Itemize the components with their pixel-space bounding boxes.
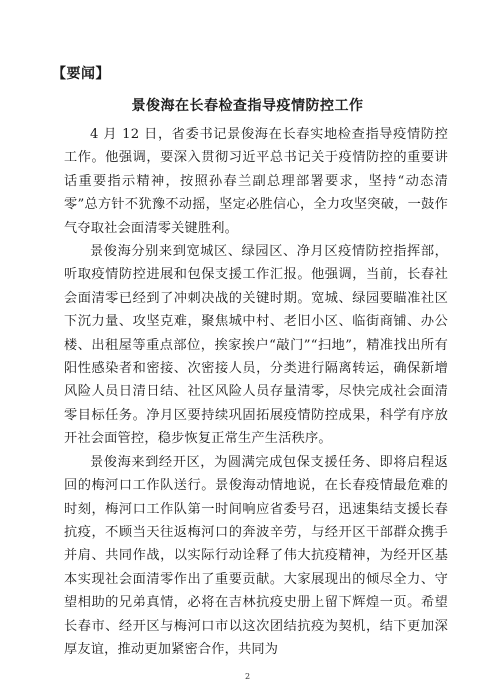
section-tag: 【要闻】: [52, 66, 110, 82]
paragraph: 4 月 12 日，省委书记景俊海在长春实地检查指导疫情防控工作。他强调，要深入贯彻习近平总书记关于疫情防控的重要讲话重要指示精神，按照孙春兰副总理部署要求，坚持“动态清零”总方针不犹豫不动摇，坚定必胜信心，全力攻坚突破，一鼓作气夺取社会面清零关键胜利。: [64, 127, 448, 236]
article-body: [64, 123, 448, 661]
page-number: 2: [244, 672, 251, 681]
paragraph: 景俊海来到经开区，为圆满完成包保支援任务、即将启程返回的梅河口工作队送行。景俊海动情地说，在长春疫情最危难的时刻，梅河口工作队第一时间响应省委号召，迅速集结支援长春抗疫，不顾当天往返梅河口的奔波辛劳，与经开区干部群众携手并肩、共同作战，以实际行动诠释了伟大抗疫精神，为经开区基本实现社会面清零作出了重要贡献。大家展现出的倾尽全力、守望相助的兄弟真情，必将在吉林抗疫史册上留下辉煌一页。希望长春市、经开区与梅河口市以这次团结抗疫为契机，结下更加深厚友谊，推动更加紧密合作，共同为: [64, 454, 448, 657]
article-headline: 景俊海在长春检查指导疫情防控工作: [131, 98, 364, 114]
paragraph: 景俊海分别来到宽城区、绿园区、净月区疫情防控指挥部，听取疫情防控进展和包保支援工作汇报。他强调，当前，长春社会面清零已经到了冲刺决战的关键时期。宽城、绿园要瞄准社区下沉力量、攻坚克难，聚焦城中村、老旧小区、临街商铺、办公楼、出租屋等重点部位，挨家挨户“敲门”“扫地”，精准找出所有阳性感染者和密接、次密接人员，分类进行隔离转运，确保新增风险人员日清日结、社区风险人员存量清零，尽快完成社会面清零目标任务。净月区要持续巩固拓展疫情防控成果，科学有序放开社会面管控，稳步恢复正常生产生活秩序。: [64, 244, 448, 447]
